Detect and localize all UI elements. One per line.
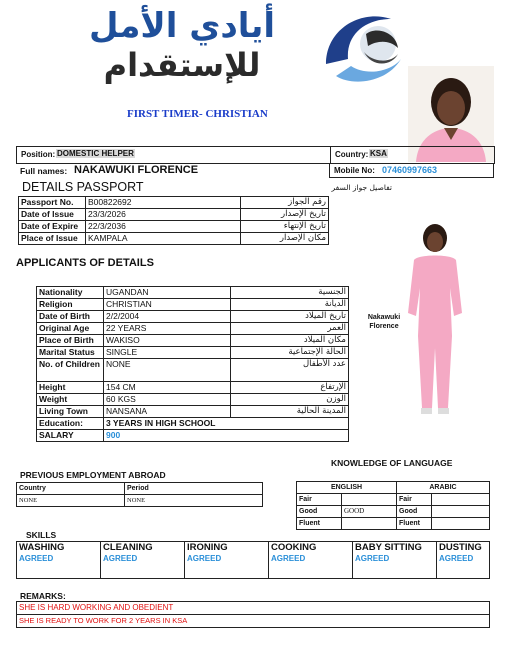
applicant-label: Original Age — [37, 323, 104, 335]
passport-value: B00822692 — [86, 197, 241, 209]
table-row — [17, 542, 490, 579]
skill-status: AGREED — [439, 554, 474, 563]
language-arabic: ARABIC — [397, 482, 490, 494]
skill-status: AGREED — [103, 554, 138, 563]
applicant-value: UGANDAN — [104, 287, 231, 299]
applicant-table — [36, 286, 349, 442]
skill-cell — [185, 542, 269, 579]
skill-name: DUSTING — [439, 542, 482, 553]
level-label: Good — [297, 506, 342, 518]
applicant-label-ar: المدينة الحالية — [231, 406, 349, 418]
table-row — [19, 221, 329, 233]
applicant-label-ar: الديانة — [231, 299, 349, 311]
applicant-label: Place of Birth — [37, 335, 104, 347]
table-row — [297, 518, 490, 530]
applicant-label-ar: الوزن — [231, 394, 349, 406]
passport-table — [18, 196, 329, 245]
passport-label: Passport No. — [19, 197, 86, 209]
applicant-label-ar: العمر — [231, 323, 349, 335]
applicant-label: Religion — [37, 299, 104, 311]
applicant-value: 2/2/2004 — [104, 311, 231, 323]
applicant-value: 154 CM — [104, 382, 231, 394]
table-row — [19, 197, 329, 209]
skill-cell — [353, 542, 437, 579]
applicant-label: Date of Birth — [37, 311, 104, 323]
table-row — [297, 494, 490, 506]
employment-heading: PREVIOUS EMPLOYMENT ABROAD — [20, 470, 166, 480]
salary-row — [37, 430, 349, 442]
table-row — [37, 311, 349, 323]
education-value: 3 YEARS IN HIGH SCHOOL — [104, 418, 349, 430]
applicant-label: Living Town — [37, 406, 104, 418]
applicant-label-ar: الجنسية — [231, 287, 349, 299]
applicant-label: No. of Children — [37, 359, 104, 382]
passport-value: 22/3/2036 — [86, 221, 241, 233]
passport-label: Date of Expire — [19, 221, 86, 233]
agency-logo — [62, 4, 412, 92]
full-names-value: NAKAWUKI FLORENCE — [74, 164, 199, 176]
mobile-value: 07460997663 — [382, 165, 438, 175]
skill-status: AGREED — [271, 554, 306, 563]
employment-col-period: Period — [125, 483, 263, 495]
level-label: Good — [397, 506, 432, 518]
passport-label-ar: مكان الإصدار — [241, 233, 329, 245]
skills-table — [16, 541, 490, 579]
level-label: Fluent — [297, 518, 342, 530]
passport-value: KAMPALA — [86, 233, 241, 245]
table-row — [37, 406, 349, 418]
table-row — [37, 299, 349, 311]
passport-label-ar: تاريخ الإصدار — [241, 209, 329, 221]
skill-cell — [101, 542, 185, 579]
applicant-label: Height — [37, 382, 104, 394]
passport-heading-ar: تفاصيل جواز السفر — [331, 183, 392, 192]
applicant-value: 22 YEARS — [104, 323, 231, 335]
salary-value: 900 — [104, 430, 349, 442]
applicant-value: 60 KGS — [104, 394, 231, 406]
applicant-label: Nationality — [37, 287, 104, 299]
level-label: Fluent — [397, 518, 432, 530]
skill-name: WASHING — [19, 542, 65, 553]
applicant-label-ar: مكان الميلاد — [231, 335, 349, 347]
applicant-value: NONE — [104, 359, 231, 382]
language-table — [296, 481, 490, 530]
country-label: Country: — [335, 150, 369, 159]
table-row — [17, 483, 263, 495]
position-label: Position: — [21, 150, 56, 159]
education-row — [37, 418, 349, 430]
applicant-value: WAKISO — [104, 335, 231, 347]
skill-cell — [269, 542, 353, 579]
applicant-label-ar: تاريخ الميلاد — [231, 311, 349, 323]
table-row — [37, 347, 349, 359]
logo-arabic-line2: للإستقدام — [103, 46, 261, 84]
table-row — [37, 335, 349, 347]
mobile-label: Mobile No: — [334, 166, 375, 175]
position-value: DOMESTIC HELPER — [57, 149, 134, 158]
names-row — [16, 163, 493, 177]
employment-period-value: NONE — [125, 495, 263, 507]
table-row — [37, 323, 349, 335]
table-row — [37, 287, 349, 299]
applicant-value: SINGLE — [104, 347, 231, 359]
position-row — [16, 146, 495, 164]
applicant-value: CHRISTIAN — [104, 299, 231, 311]
skill-name: IRONING — [187, 542, 228, 553]
employment-col-country: Country — [17, 483, 125, 495]
country-value: KSA — [370, 149, 387, 158]
table-row — [297, 482, 490, 494]
skill-cell — [17, 542, 101, 579]
table-row — [297, 506, 490, 518]
employment-table — [16, 482, 263, 507]
level-label: Fair — [297, 494, 342, 506]
skill-name: COOKING — [271, 542, 317, 553]
table-row — [37, 359, 349, 382]
skill-cell — [437, 542, 490, 579]
employment-country-value: NONE — [17, 495, 125, 507]
skill-name: BABY SITTING — [355, 542, 422, 553]
table-row — [19, 233, 329, 245]
passport-value: 23/3/2026 — [86, 209, 241, 221]
table-row — [17, 495, 263, 507]
applicant-label-ar: الإرتفاع — [231, 382, 349, 394]
remark-line: SHE IS READY TO WORK FOR 2 YEARS IN KSA — [17, 615, 490, 628]
skill-status: AGREED — [187, 554, 222, 563]
remarks-heading: REMARKS: — [20, 591, 66, 601]
skill-name: CLEANING — [103, 542, 153, 553]
skill-status: AGREED — [355, 554, 390, 563]
passport-label: Place of Issue — [19, 233, 86, 245]
table-row — [19, 209, 329, 221]
applicant-value: NANSANA — [104, 406, 231, 418]
skill-status: AGREED — [19, 554, 54, 563]
applicant-label-ar: عدد الأطفال — [231, 359, 349, 382]
photo-caption: Nakawuki Florence — [367, 314, 401, 330]
language-heading: KNOWLEDGE OF LANGUAGE — [331, 458, 453, 468]
page-title: FIRST TIMER- CHRISTIAN — [127, 108, 268, 120]
remark-line: SHE IS HARD WORKING AND OBEDIENT — [17, 602, 490, 615]
logo-arabic-line1: أيادي الأمل — [88, 6, 275, 46]
passport-label-ar: تاريخ الإنتهاء — [241, 221, 329, 233]
salary-label: SALARY — [37, 430, 104, 442]
table-row — [37, 382, 349, 394]
applicant-full-photo — [396, 218, 474, 418]
remarks-table — [16, 601, 490, 628]
skills-heading: SKILLS — [26, 530, 57, 540]
english-level-value: GOOD — [342, 506, 397, 518]
table-row — [17, 615, 490, 628]
full-names-label: Full names: — [20, 166, 68, 176]
table-row — [17, 602, 490, 615]
table-row — [37, 394, 349, 406]
hands-logo-icon — [306, 4, 416, 92]
education-label: Education: — [37, 418, 104, 430]
applicant-heading: APPLICANTS OF DETAILS — [16, 257, 154, 269]
passport-label-ar: رقم الجواز — [241, 197, 329, 209]
level-label: Fair — [397, 494, 432, 506]
applicant-label: Marital Status — [37, 347, 104, 359]
passport-label: Date of Issue — [19, 209, 86, 221]
applicant-label-ar: الحالة الإجتماعية — [231, 347, 349, 359]
passport-heading: DETAILS PASSPORT — [22, 180, 144, 194]
applicant-label: Weight — [37, 394, 104, 406]
language-english: ENGLISH — [297, 482, 397, 494]
